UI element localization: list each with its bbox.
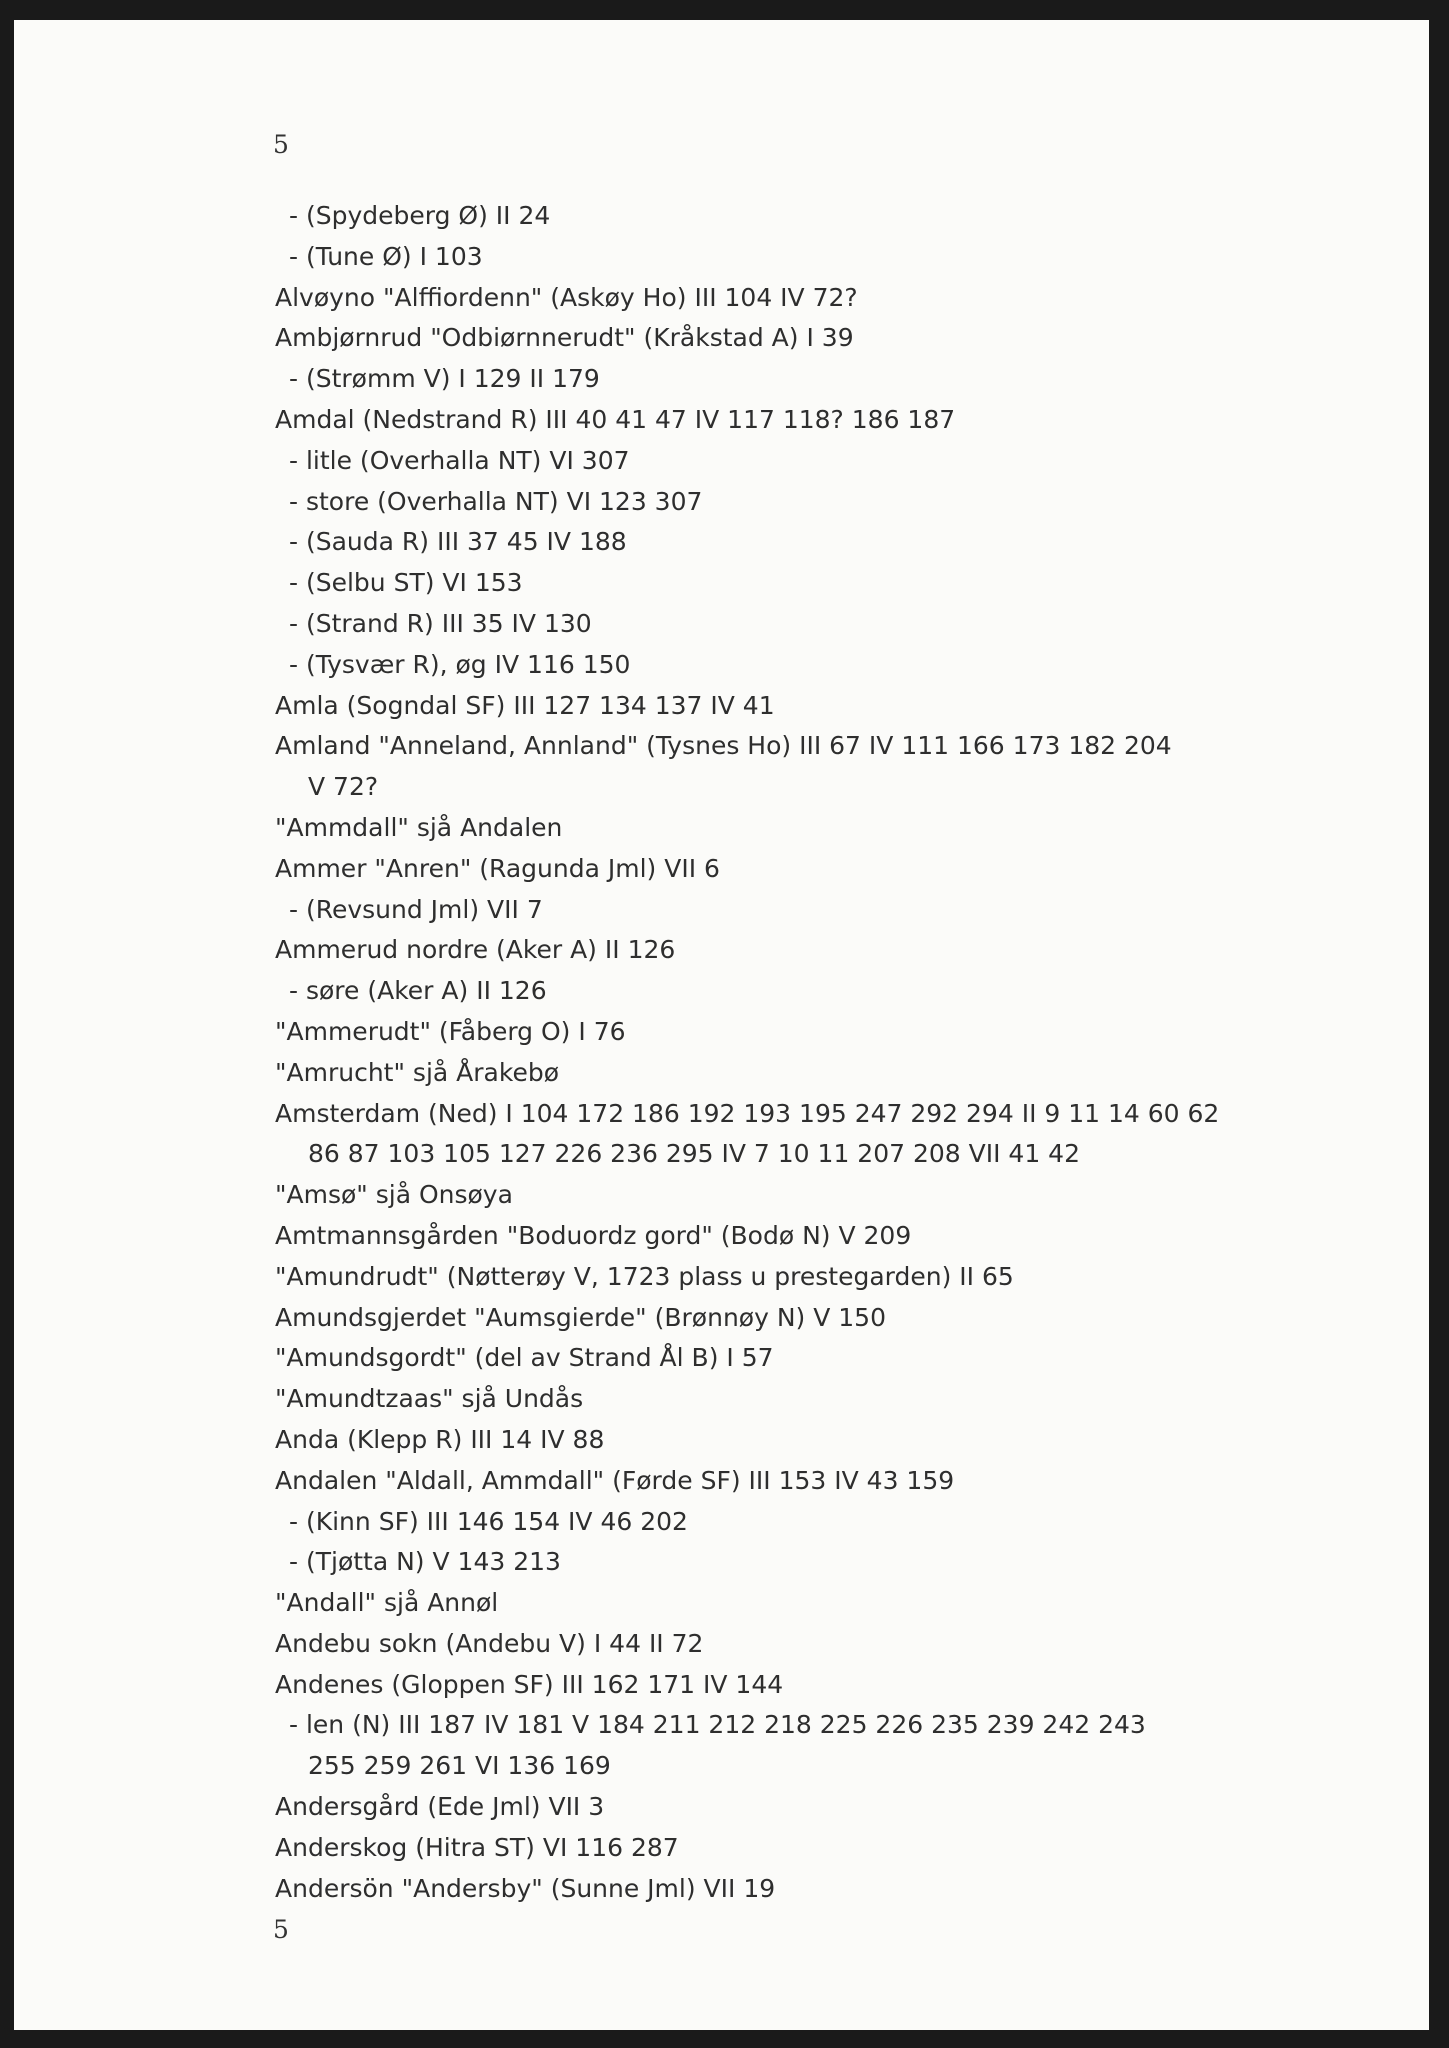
index-subentry: - store (Overhalla NT) VI 123 307 bbox=[289, 486, 703, 516]
index-subentry: - (Tysvær R), øg IV 116 150 bbox=[289, 649, 631, 679]
index-entry-continuation: 86 87 103 105 127 226 236 295 IV 7 10 11 207 208 VII 41 42 bbox=[308, 1139, 1080, 1169]
index-entry: Amtmannsgården "Boduordz gord" (Bodø N) V 209 bbox=[275, 1220, 912, 1250]
index-subentry: - (Strømm V) I 129 II 179 bbox=[289, 364, 600, 394]
index-entry: Andersgård (Ede Jml) VII 3 bbox=[275, 1792, 605, 1822]
index-entry: "Amrucht" sjå Årakebø bbox=[275, 1057, 559, 1087]
index-entry: Andebu sokn (Andebu V) I 44 II 72 bbox=[275, 1628, 704, 1658]
index-entry: "Amsø" sjå Onsøya bbox=[275, 1180, 513, 1210]
index-subentry: - søre (Aker A) II 126 bbox=[289, 976, 547, 1006]
index-entry: Ammerud nordre (Aker A) II 126 bbox=[275, 935, 676, 965]
page-number-top: 5 bbox=[273, 130, 289, 159]
index-subentry: - (Selbu ST) VI 153 bbox=[289, 568, 523, 598]
index-entry: Ammer "Anren" (Ragunda Jml) VII 6 bbox=[275, 853, 720, 883]
index-entry: "Ammerudt" (Fåberg O) I 76 bbox=[275, 1016, 626, 1046]
index-entry: Andalen "Aldall, Ammdall" (Førde SF) III 153 IV 43 159 bbox=[275, 1465, 955, 1495]
index-entry-continuation: 255 259 261 VI 136 169 bbox=[308, 1751, 611, 1781]
index-entry: Amsterdam (Ned) I 104 172 186 192 193 195 247 292 294 II 9 11 14 60 62 bbox=[275, 1098, 1220, 1128]
index-entry: Anderskog (Hitra ST) VI 116 287 bbox=[275, 1832, 679, 1862]
index-entry: Ambjørnrud "Odbiørnnerudt" (Kråkstad A) I 39 bbox=[275, 323, 854, 353]
index-entry: "Amundrudt" (Nøtterøy V, 1723 plass u prestegarden) II 65 bbox=[275, 1261, 1014, 1291]
index-subentry: - (Tune Ø) I 103 bbox=[289, 241, 483, 271]
index-entry: "Amundtzaas" sjå Undås bbox=[275, 1384, 584, 1414]
index-subentry: - litle (Overhalla NT) VI 307 bbox=[289, 445, 630, 475]
index-entry: "Andall" sjå Annøl bbox=[275, 1588, 499, 1618]
index-subentry: - (Revsund Jml) VII 7 bbox=[289, 894, 543, 924]
index-entry: Alvøyno "Alffiordenn" (Askøy Ho) III 104 IV 72? bbox=[275, 282, 858, 312]
index-subentry: - (Tjøtta N) V 143 213 bbox=[289, 1547, 561, 1577]
index-entry: Amdal (Nedstrand R) III 40 41 47 IV 117 118? 186 187 bbox=[275, 404, 956, 434]
index-entry: Amla (Sogndal SF) III 127 134 137 IV 41 bbox=[275, 690, 775, 720]
index-entry-list bbox=[275, 196, 1305, 1909]
index-entry: Anda (Klepp R) III 14 IV 88 bbox=[275, 1424, 605, 1454]
index-entry: Andenes (Gloppen SF) III 162 171 IV 144 bbox=[275, 1669, 784, 1699]
index-subentry: - len (N) III 187 IV 181 V 184 211 212 218 225 226 235 239 242 243 bbox=[289, 1710, 1146, 1740]
index-entry: "Ammdall" sjå Andalen bbox=[275, 812, 563, 842]
page-number-bottom: 5 bbox=[273, 1915, 289, 1944]
index-subentry: - (Kinn SF) III 146 154 IV 46 202 bbox=[289, 1506, 688, 1536]
index-entry: Andersön "Andersby" (Sunne Jml) VII 19 bbox=[275, 1873, 776, 1903]
index-entry: Amundsgjerdet "Aumsgierde" (Brønnøy N) V 150 bbox=[275, 1302, 886, 1332]
index-entry: "Amundsgordt" (del av Strand Ål B) I 57 bbox=[275, 1343, 774, 1373]
index-entry-continuation: V 72? bbox=[308, 772, 379, 802]
index-subentry: - (Sauda R) III 37 45 IV 188 bbox=[289, 527, 627, 557]
index-subentry: - (Spydeberg Ø) II 24 bbox=[289, 201, 551, 230]
index-entry: Amland "Anneland, Annland" (Tysnes Ho) III 67 IV 111 166 173 182 204 bbox=[275, 731, 1172, 761]
index-subentry: - (Strand R) III 35 IV 130 bbox=[289, 608, 592, 638]
